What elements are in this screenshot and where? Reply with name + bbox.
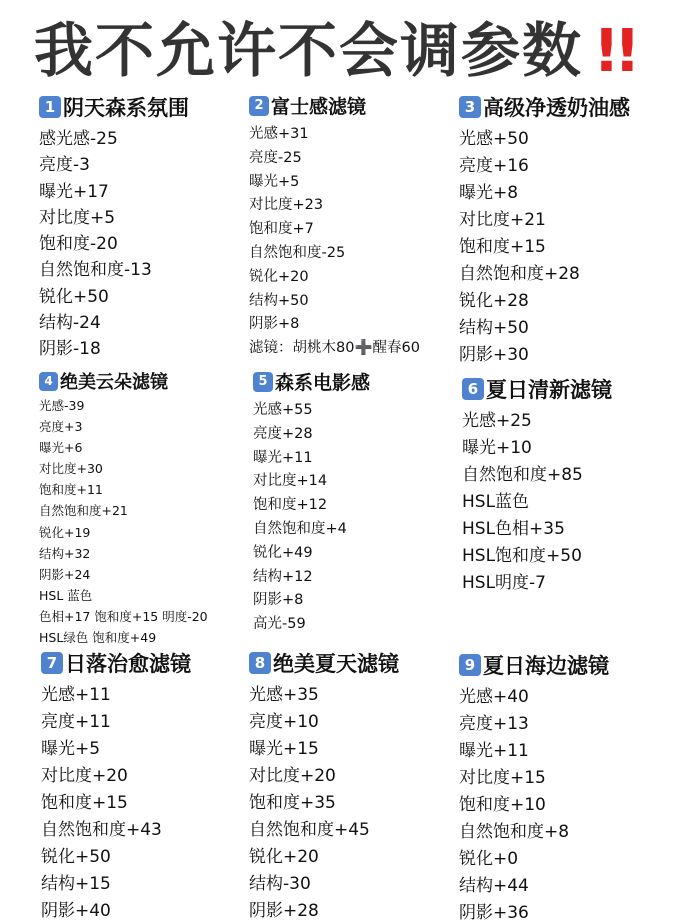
parameter-item: 阴影+8 <box>253 592 304 609</box>
parameter-item: 饱和度+10 <box>459 795 546 815</box>
parameter-item: 锐化+20 <box>249 847 319 867</box>
preset-section-2 <box>249 92 420 361</box>
parameter-item: 色相+17 饱和度+15 明度-20 <box>39 608 208 624</box>
preset-heading <box>39 368 208 394</box>
number-badge-icon: 8 <box>249 652 271 674</box>
parameter-item: 曝光+11 <box>253 449 313 466</box>
parameter-item: 亮度+13 <box>459 714 529 734</box>
parameter-list <box>462 408 612 597</box>
number-badge-icon: 6 <box>462 378 484 400</box>
parameter-item: 对比度+23 <box>249 197 324 214</box>
parameter-item: 亮度-25 <box>249 149 302 166</box>
parameter-item: 曝光+17 <box>39 181 109 202</box>
parameter-item: 饱和度+15 <box>459 237 546 257</box>
preset-title: 高级净透奶油感 <box>483 96 630 120</box>
parameter-item: 阴影+28 <box>249 901 319 921</box>
parameter-item: 结构+44 <box>459 876 529 896</box>
parameter-item: 饱和度+15 <box>41 793 128 813</box>
parameter-item: 饱和度+11 <box>39 482 103 498</box>
parameter-item: 自然饱和度+45 <box>249 820 370 840</box>
parameter-item: HSL蓝色 <box>462 492 530 512</box>
number-badge-icon: 5 <box>253 372 273 392</box>
parameter-item: 光感+50 <box>459 129 529 149</box>
parameter-item: 亮度+28 <box>253 425 313 442</box>
preset-heading <box>459 92 630 122</box>
number-badge-icon: 7 <box>41 652 63 674</box>
parameter-list <box>459 684 609 921</box>
parameter-list <box>253 399 370 637</box>
parameter-item: 结构+32 <box>39 545 91 561</box>
parameter-item: 对比度+5 <box>39 207 116 228</box>
parameter-item: 感光感-25 <box>39 129 118 149</box>
parameter-item: 亮度+11 <box>41 712 111 732</box>
preset-heading <box>459 650 609 680</box>
parameter-list <box>249 123 420 361</box>
parameter-item: 饱和度+12 <box>253 497 328 514</box>
parameter-item: 光感+31 <box>249 126 309 142</box>
number-badge-icon: 2 <box>249 96 269 116</box>
double-exclamation-icon: !! <box>593 16 635 85</box>
parameter-item: 阴影+40 <box>41 901 111 921</box>
preset-heading <box>39 92 189 122</box>
preset-heading <box>462 374 612 404</box>
parameter-list <box>39 126 189 363</box>
preset-title: 夏日海边滤镜 <box>483 654 609 678</box>
parameter-item: 结构+12 <box>253 568 313 585</box>
number-badge-icon: 1 <box>39 96 61 118</box>
parameter-item: HSL饱和度+50 <box>462 546 582 566</box>
parameter-item: HSL绿色 饱和度+49 <box>39 630 157 646</box>
parameter-item: 自然饱和度+43 <box>41 820 162 840</box>
parameter-item: 光感+40 <box>459 687 529 707</box>
parameter-item: 对比度+20 <box>249 766 336 786</box>
parameter-item: 高光-59 <box>253 616 306 633</box>
parameter-item: 锐化+50 <box>39 286 109 307</box>
parameter-item: 饱和度-20 <box>39 234 118 255</box>
parameter-item: 亮度+16 <box>459 156 529 176</box>
parameter-item: 对比度+30 <box>39 461 103 477</box>
parameter-list <box>459 126 630 369</box>
parameter-item: 自然饱和度+8 <box>459 822 570 842</box>
title-text: 我不允许不会调参数 <box>34 16 584 85</box>
parameter-item: 自然饱和度+85 <box>462 465 583 485</box>
parameter-item: 对比度+20 <box>41 766 128 786</box>
parameter-item: 光感+55 <box>253 402 313 418</box>
parameter-item: 亮度+3 <box>39 419 83 435</box>
parameter-item: 锐化+50 <box>41 847 111 867</box>
parameter-item: 曝光+5 <box>41 739 101 759</box>
parameter-item: 光感+35 <box>249 685 319 705</box>
parameter-item: 曝光+5 <box>249 173 300 190</box>
parameter-item: 曝光+11 <box>459 741 529 761</box>
parameter-item: 光感-39 <box>39 398 85 413</box>
preset-title: 绝美夏天滤镜 <box>273 652 399 676</box>
preset-title: 森系电影感 <box>275 372 371 394</box>
preset-section-5 <box>253 368 370 637</box>
parameter-item: 曝光+6 <box>39 440 83 456</box>
parameter-item: 结构+50 <box>249 292 309 309</box>
preset-section-1 <box>39 92 189 363</box>
parameter-item: 阴影+24 <box>39 566 91 582</box>
parameter-item: 自然饱和度-13 <box>39 260 152 281</box>
parameter-item: 曝光+8 <box>459 183 519 203</box>
parameter-item: 对比度+21 <box>459 210 546 230</box>
parameter-list <box>39 395 208 648</box>
page-title <box>34 14 635 88</box>
parameter-item: 锐化+0 <box>459 849 519 869</box>
parameter-item: 自然饱和度+21 <box>39 503 128 519</box>
preset-section-8 <box>249 648 399 921</box>
parameter-item: 滤镜：胡桃木80➕醒春60 <box>249 340 420 357</box>
parameter-item: 自然饱和度+4 <box>253 520 347 537</box>
number-badge-icon: 3 <box>459 96 481 118</box>
parameter-item: HSL明度-7 <box>462 573 546 593</box>
parameter-list <box>41 682 191 921</box>
parameter-item: 锐化+19 <box>39 524 91 540</box>
preset-title: 富士感滤镜 <box>271 96 367 118</box>
parameter-item: 对比度+15 <box>459 768 546 788</box>
parameter-item: 亮度-3 <box>39 155 90 176</box>
parameter-item: 亮度+10 <box>249 712 319 732</box>
parameter-item: 结构+15 <box>41 874 111 894</box>
parameter-item: 阴影+8 <box>249 316 300 333</box>
parameter-item: 自然饱和度+28 <box>459 264 580 284</box>
parameter-item: 曝光+15 <box>249 739 319 759</box>
parameter-item: 光感+11 <box>41 685 111 705</box>
parameter-item: 对比度+14 <box>253 473 328 490</box>
preset-heading <box>41 648 191 678</box>
preset-title: 夏日清新滤镜 <box>486 378 612 402</box>
preset-title: 阴天森系氛围 <box>63 96 189 120</box>
parameter-item: 结构-30 <box>249 874 311 894</box>
preset-heading <box>253 368 370 395</box>
parameter-item: 阴影+36 <box>459 903 529 921</box>
preset-section-4 <box>39 368 208 648</box>
preset-heading <box>249 92 420 119</box>
parameter-item: 曝光+10 <box>462 438 532 458</box>
preset-section-9 <box>459 650 609 921</box>
parameter-item: 光感+25 <box>462 411 532 431</box>
parameter-item: HSL 蓝色 <box>39 587 93 603</box>
preset-section-3 <box>459 92 630 369</box>
number-badge-icon: 9 <box>459 654 481 676</box>
parameter-item: 锐化+49 <box>253 544 313 561</box>
preset-heading <box>249 648 399 678</box>
parameter-item: 结构+50 <box>459 318 529 338</box>
number-badge-icon: 4 <box>39 372 58 391</box>
parameter-item: 饱和度+7 <box>249 221 314 238</box>
parameter-item: 自然饱和度-25 <box>249 244 346 261</box>
preset-title: 绝美云朵滤镜 <box>60 372 168 393</box>
parameter-item: 阴影+30 <box>459 345 529 365</box>
parameter-item: 锐化+28 <box>459 291 529 311</box>
parameter-item: 阴影-18 <box>39 339 101 360</box>
preset-section-6 <box>462 374 612 597</box>
parameter-item: 结构-24 <box>39 313 101 334</box>
parameter-list <box>249 682 399 921</box>
parameter-item: 锐化+20 <box>249 268 309 285</box>
preset-section-7 <box>41 648 191 921</box>
parameter-item: HSL色相+35 <box>462 519 565 539</box>
preset-title: 日落治愈滤镜 <box>65 652 191 676</box>
parameter-item: 饱和度+35 <box>249 793 336 813</box>
